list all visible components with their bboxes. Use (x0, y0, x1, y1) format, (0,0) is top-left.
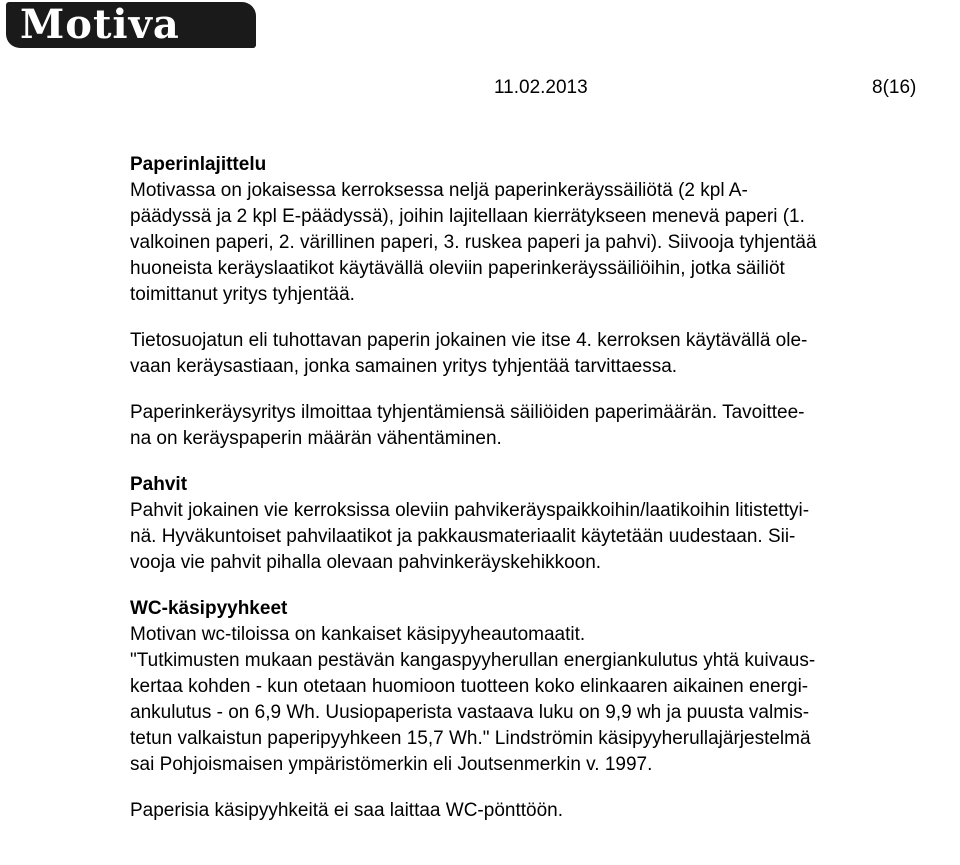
paragraph-pahvit-1 (130, 498, 940, 576)
text-line: Paperisia käsipyyhkeitä ei saa laittaa WC-pönttöön. (130, 800, 564, 821)
paragraph-wc-1 (130, 622, 940, 778)
text-line: päädyssä ja 2 kpl E-päädyssä), joihin lajitellaan kierrätykseen menevä paperi (1. (130, 206, 805, 227)
text-line: vaan keräysastiaan, jonka samainen yritys tyhjentää tarvittaessa. (130, 356, 678, 377)
text-line: Paperinkeräysyritys ilmoittaa tyhjentämiensä säiliöiden paperimäärän. Tavoittee- (130, 402, 805, 423)
text-line: Pahvit jokainen vie kerroksissa oleviin pahvikeräyspaikkoihin/laatikoihin litistettyi- (130, 500, 810, 521)
section-title-wc-kasipyyhkeet: WC-käsipyyhkeet (130, 598, 288, 619)
section-title-paperinlajittelu: Paperinlajittelu (130, 154, 267, 175)
motiva-logo (6, 2, 256, 48)
document-body (130, 152, 940, 824)
logo-text: Motiva (20, 2, 180, 48)
text-line: na on keräyspaperin määrän vähentäminen. (130, 428, 502, 449)
text-line: vooja vie pahvit pihalla olevaan pahvinkeräyskehikkoon. (130, 552, 602, 573)
text-line: Motivassa on jokaisessa kerroksessa neljä paperinkeräyssäiliötä (2 kpl A- (130, 180, 748, 201)
paragraph-paperinlajittelu-1 (130, 178, 940, 308)
text-line: tetun valkaistun paperipyyhkeen 15,7 Wh." Lindströmin käsipyyherullajärjestelmä (130, 728, 811, 749)
text-line: Tietosuojatun eli tuhottavan paperin jokainen vie itse 4. kerroksen käytävällä ole- (130, 330, 808, 351)
text-line: nä. Hyväkuntoiset pahvilaatikot ja pakkausmateriaalit käytetään uudestaan. Sii- (130, 526, 796, 547)
paragraph-wc-2 (130, 798, 940, 824)
text-line: "Tutkimusten mukaan pestävän kangaspyyherullan energiankulutus yhtä kuivaus- (130, 650, 816, 671)
section-title-pahvit: Pahvit (130, 474, 188, 495)
paragraph-paperinlajittelu-3 (130, 400, 940, 452)
document-date: 11.02.2013 (494, 77, 588, 98)
text-line: huoneista keräyslaatikot käytävällä oleviin paperinkeräyssäiliöihin, jotka säiliöt (130, 258, 785, 279)
page-number: 8(16) (872, 77, 917, 98)
text-line: Motivan wc-tiloissa on kankaiset käsipyyheautomaatit. (130, 624, 586, 645)
text-line: kertaa kohden - kun otetaan huomioon tuotteen koko elinkaaren aikainen energi- (130, 676, 809, 697)
text-line: toimittanut yritys tyhjentää. (130, 284, 355, 305)
paragraph-paperinlajittelu-2 (130, 328, 940, 380)
text-line: ankulutus - on 6,9 Wh. Uusiopaperista vastaava luku on 9,9 wh ja puusta valmis- (130, 702, 810, 723)
text-line: valkoinen paperi, 2. värillinen paperi, 3. ruskea paperi ja pahvi). Siivooja tyhjentää (130, 232, 817, 253)
text-line: sai Pohjoismaisen ympäristömerkin eli Joutsenmerkin v. 1997. (130, 754, 653, 775)
